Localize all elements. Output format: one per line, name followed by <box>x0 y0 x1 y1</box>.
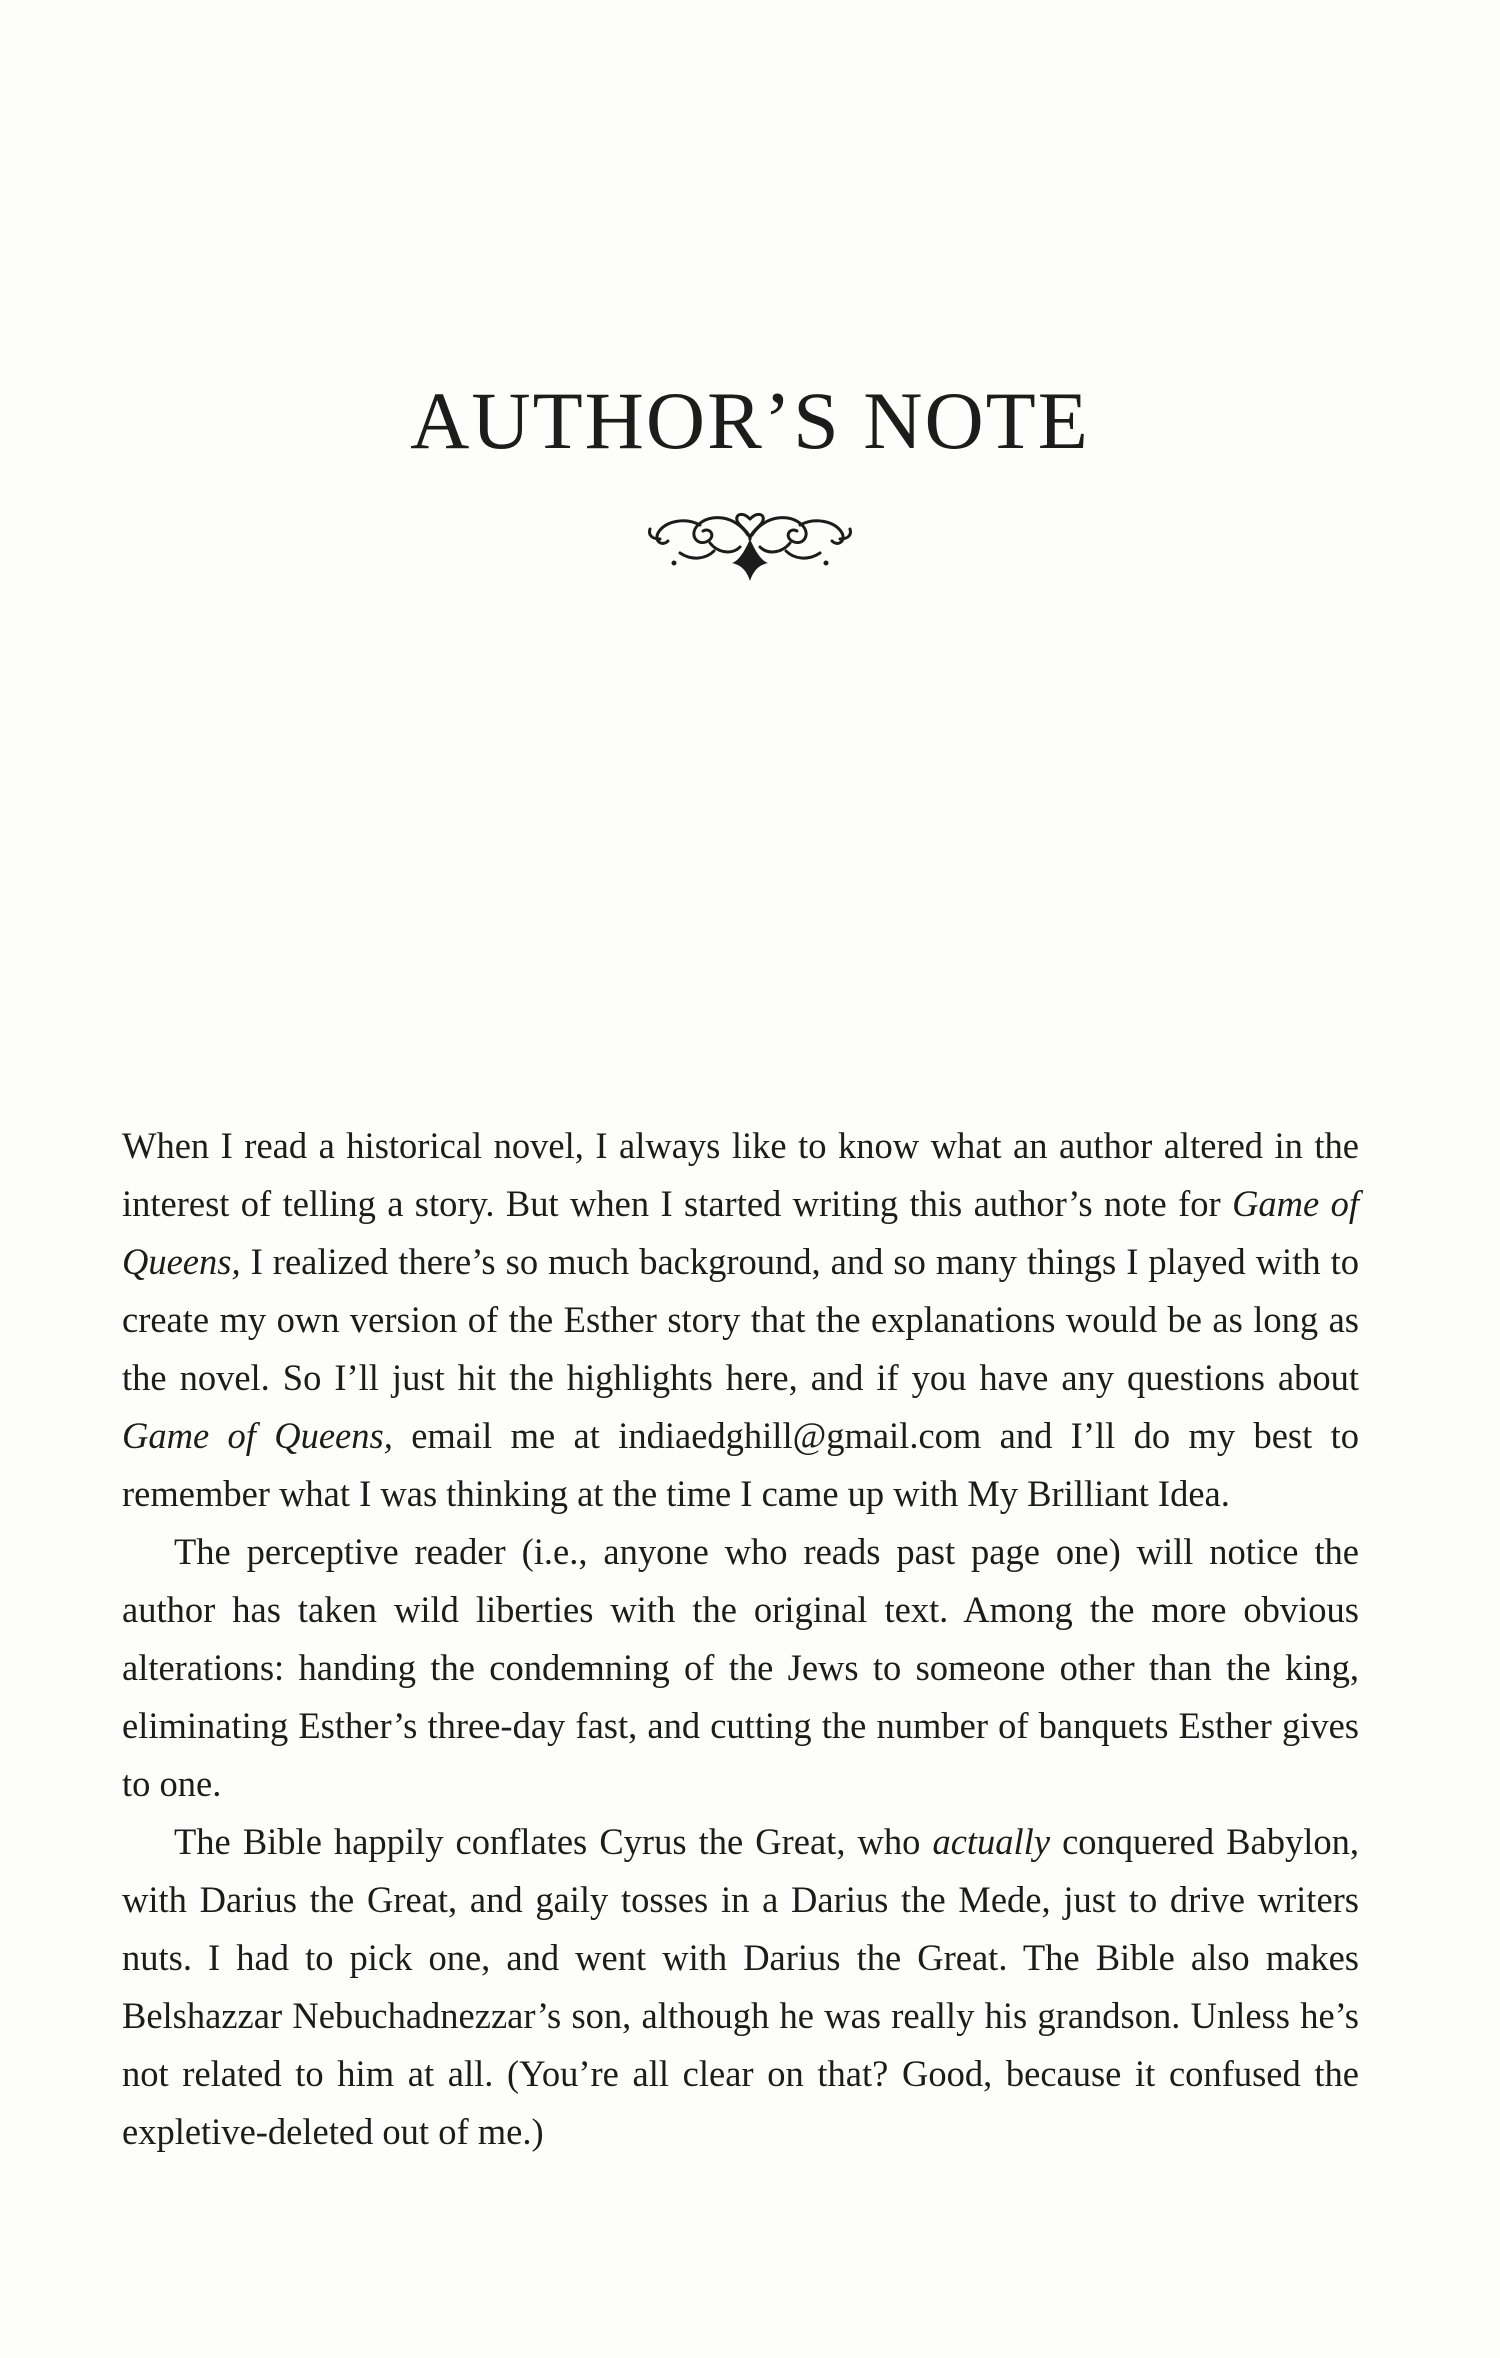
paragraph-3-text-b: conquered Babylon, with Darius the Great, and gaily tosses in a Darius the Mede, just to drive writers nuts. I had to pick one, and went with Darius the Great. The Bible also makes Belshazzar Nebuchadnezzar’s son, although he was really his grandson. Unless he’s not related to him at all. (You’re all clear on that? Good, because it confused the expletive-deleted out of me.) <box>122 1821 1359 2152</box>
book-title-italic: Game of Queens, <box>122 1415 393 1456</box>
emphasis-italic: actually <box>932 1821 1051 1862</box>
paragraph-3 <box>122 1813 1359 2161</box>
paragraph-1-text-b: I realized there’s so much background, and so many things I played with to create my own version of the Esther story that the explanations would be as long as the novel. So I’ll just hit the highlights here, and if you have any questions about <box>122 1241 1359 1398</box>
paragraph-1-text-c: email me at indiaedghill@gmail.com and I’ll do my best to remember what I was thinking at the time I came up with My Brilliant Idea. <box>122 1415 1359 1514</box>
body-text <box>122 1117 1359 2161</box>
paragraph-3-text-a: The Bible happily conflates Cyrus the Great, who <box>174 1821 933 1862</box>
scroll-flourish-icon <box>640 495 860 585</box>
paragraph-1-text-a: When I read a historical novel, I always like to know what an author altered in the interest of telling a story. But when I started writing this author’s note for <box>122 1125 1359 1224</box>
paragraph-1 <box>122 1117 1359 1523</box>
paragraph-2: The perceptive reader (i.e., anyone who reads past page one) will notice the author has taken wild liberties with the original text. Among the more obvious alterations: handing the condemning of the Jews to someone other than the king, eliminating Esther’s three-day fast, and cutting the number of banquets Esther gives to one. <box>122 1531 1359 1804</box>
book-title-italic: Game of Queens, <box>122 1183 1359 1282</box>
page-title: AUTHOR’S NOTE <box>410 375 1090 466</box>
